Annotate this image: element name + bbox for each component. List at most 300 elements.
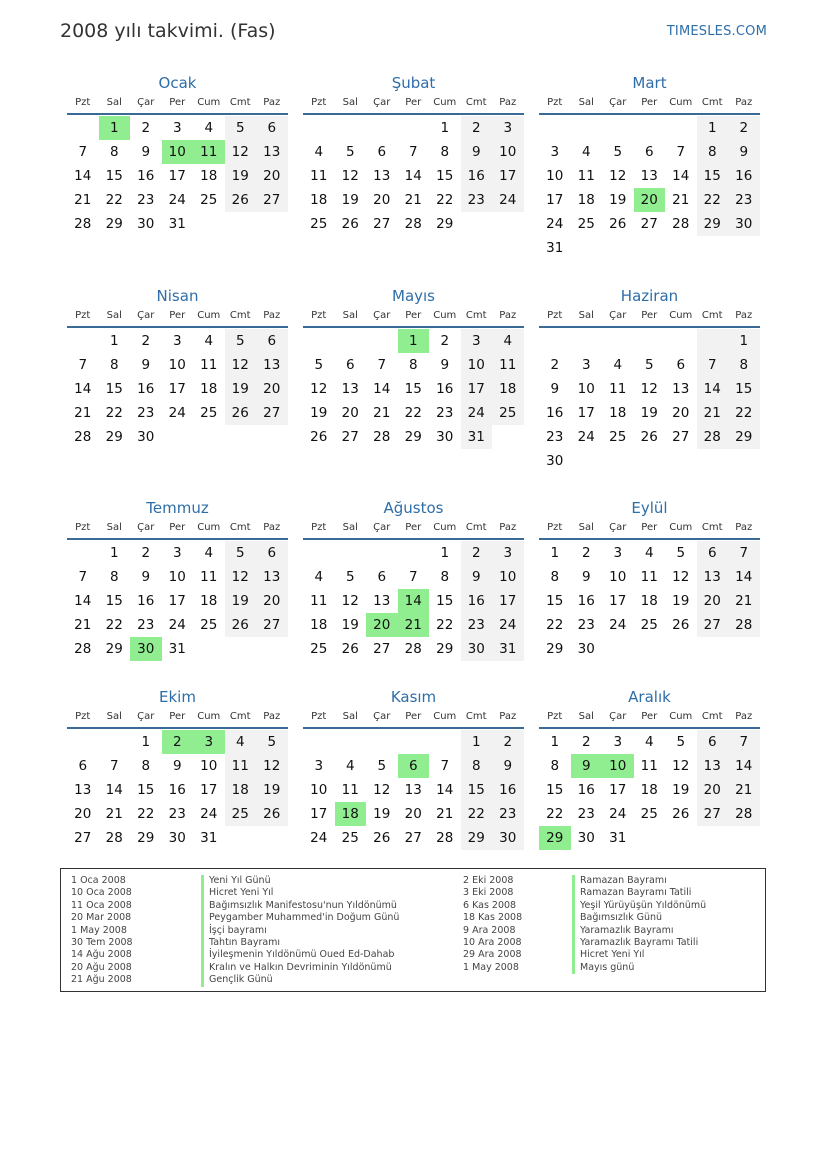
day-cell[interactable]: 26 (225, 401, 257, 425)
day-cell[interactable]: 24 (492, 613, 524, 637)
day-cell[interactable]: 18 (200, 168, 218, 184)
day-cell[interactable]: 3 (492, 116, 524, 140)
day-cell[interactable]: 16 (728, 164, 760, 188)
day-cell[interactable]: 28 (74, 641, 92, 657)
day-cell[interactable]: 13 (74, 782, 92, 798)
day-cell[interactable]: 24 (492, 188, 524, 212)
day-cell[interactable]: 3 (461, 329, 493, 353)
day-cell[interactable]: 7 (377, 357, 387, 373)
day-cell[interactable]: 14 (373, 381, 391, 397)
day-cell[interactable]: 5 (377, 758, 387, 774)
day-cell[interactable]: 8 (550, 569, 560, 585)
day-cell[interactable]: 10 (168, 569, 186, 585)
day-cell[interactable]: 25 (640, 806, 658, 822)
day-cell[interactable]: 18 (609, 405, 627, 421)
day-cell[interactable]: 15 (137, 782, 155, 798)
day-cell[interactable]: 16 (137, 381, 155, 397)
day-cell[interactable]: 16 (137, 168, 155, 184)
day-cell[interactable]: 7 (440, 758, 450, 774)
day-cell[interactable]: 24 (609, 806, 627, 822)
day-cell[interactable]: 15 (461, 778, 493, 802)
day-cell[interactable]: 12 (225, 140, 257, 164)
day-cell[interactable]: 17 (577, 405, 595, 421)
day-cell[interactable]: 29 (404, 429, 422, 445)
day-cell[interactable]: 13 (697, 754, 729, 778)
day-cell[interactable]: 21 (404, 192, 422, 208)
day-cell[interactable]: 24 (168, 405, 186, 421)
day-cell[interactable]: 27 (373, 641, 391, 657)
day-cell[interactable]: 26 (310, 429, 328, 445)
day-cell[interactable]: 26 (225, 613, 257, 637)
day-cell[interactable]: 18 (200, 593, 218, 609)
day-cell[interactable]: 2 (550, 357, 560, 373)
day-cell[interactable]: 30 (168, 830, 186, 846)
day-cell[interactable]: 26 (225, 188, 257, 212)
day-cell[interactable]: 28 (74, 216, 92, 232)
day-cell[interactable]: 5 (225, 116, 257, 140)
day-cell[interactable]: 4 (613, 357, 623, 373)
day-cell[interactable]: 2 (581, 734, 591, 750)
day-cell[interactable]: 9 (141, 144, 151, 160)
day-cell[interactable]: 7 (408, 569, 418, 585)
day-cell[interactable]: 24 (200, 806, 218, 822)
day-cell[interactable]: 11 (492, 353, 524, 377)
day-cell[interactable]: 17 (310, 806, 328, 822)
day-cell[interactable]: 4 (644, 734, 654, 750)
day-cell[interactable]: 17 (492, 164, 524, 188)
day-cell[interactable]: 18 (640, 593, 658, 609)
day-cell[interactable]: 19 (225, 377, 257, 401)
day-cell[interactable]: 4 (644, 545, 654, 561)
day-cell[interactable]: 7 (78, 569, 88, 585)
day-cell[interactable]: 2 (492, 730, 524, 754)
day-cell[interactable]: 25 (200, 617, 218, 633)
day-cell[interactable]: 23 (436, 405, 454, 421)
day-cell[interactable]: 10 (200, 758, 218, 774)
day-cell[interactable]: 18 (310, 192, 328, 208)
day-cell[interactable]: 17 (609, 593, 627, 609)
day-cell[interactable]: 12 (341, 168, 359, 184)
day-cell[interactable]: 20 (634, 188, 666, 212)
day-cell[interactable]: 19 (341, 617, 359, 633)
day-cell[interactable]: 23 (137, 192, 155, 208)
day-cell[interactable]: 6 (697, 541, 729, 565)
day-cell[interactable]: 10 (461, 353, 493, 377)
day-cell[interactable]: 6 (398, 754, 430, 778)
day-cell[interactable]: 20 (256, 589, 288, 613)
day-cell[interactable]: 18 (577, 192, 595, 208)
day-cell[interactable]: 12 (609, 168, 627, 184)
day-cell[interactable]: 15 (436, 168, 454, 184)
day-cell[interactable]: 1 (440, 545, 450, 561)
day-cell[interactable]: 17 (492, 589, 524, 613)
day-cell[interactable]: 30 (461, 637, 493, 661)
day-cell[interactable]: 3 (172, 333, 182, 349)
day-cell[interactable]: 5 (225, 329, 257, 353)
day-cell[interactable]: 16 (577, 782, 595, 798)
day-cell[interactable]: 29 (436, 641, 454, 657)
day-cell[interactable]: 1 (728, 329, 760, 353)
day-cell[interactable]: 9 (141, 357, 151, 373)
day-cell[interactable]: 15 (728, 377, 760, 401)
day-cell[interactable]: 4 (204, 333, 214, 349)
day-cell[interactable]: 15 (105, 381, 123, 397)
day-cell[interactable]: 3 (613, 734, 623, 750)
day-cell[interactable]: 18 (200, 381, 218, 397)
day-cell[interactable]: 8 (109, 357, 119, 373)
day-cell[interactable]: 25 (492, 401, 524, 425)
day-cell[interactable]: 16 (168, 782, 186, 798)
day-cell[interactable]: 14 (74, 168, 92, 184)
day-cell[interactable]: 19 (225, 589, 257, 613)
day-cell[interactable]: 11 (640, 758, 658, 774)
day-cell[interactable]: 4 (204, 545, 214, 561)
day-cell[interactable]: 6 (377, 569, 387, 585)
day-cell[interactable]: 16 (461, 589, 493, 613)
day-cell[interactable]: 3 (613, 545, 623, 561)
day-cell[interactable]: 10 (168, 357, 186, 373)
day-cell[interactable]: 22 (461, 802, 493, 826)
day-cell[interactable]: 31 (168, 641, 186, 657)
day-cell[interactable]: 26 (341, 216, 359, 232)
day-cell[interactable]: 25 (577, 216, 595, 232)
day-cell[interactable]: 30 (130, 637, 162, 661)
day-cell[interactable]: 19 (256, 778, 288, 802)
day-cell[interactable]: 17 (461, 377, 493, 401)
brand-link[interactable]: TIMESLES.COM (666, 24, 767, 39)
day-cell[interactable]: 19 (672, 593, 690, 609)
day-cell[interactable]: 28 (404, 641, 422, 657)
day-cell[interactable]: 18 (640, 782, 658, 798)
day-cell[interactable]: 7 (728, 730, 760, 754)
day-cell[interactable]: 28 (728, 613, 760, 637)
day-cell[interactable]: 14 (74, 381, 92, 397)
day-cell[interactable]: 11 (200, 357, 218, 373)
day-cell[interactable]: 24 (310, 830, 328, 846)
day-cell[interactable]: 13 (256, 565, 288, 589)
day-cell[interactable]: 26 (672, 806, 690, 822)
day-cell[interactable]: 4 (204, 120, 214, 136)
day-cell[interactable]: 19 (373, 806, 391, 822)
day-cell[interactable]: 1 (697, 116, 729, 140)
day-cell[interactable]: 22 (436, 617, 454, 633)
day-cell[interactable]: 28 (404, 216, 422, 232)
day-cell[interactable]: 24 (546, 216, 564, 232)
day-cell[interactable]: 27 (256, 613, 288, 637)
day-cell[interactable]: 7 (109, 758, 119, 774)
day-cell[interactable]: 25 (200, 405, 218, 421)
day-cell[interactable]: 9 (492, 754, 524, 778)
day-cell[interactable]: 2 (728, 116, 760, 140)
day-cell[interactable]: 29 (105, 641, 123, 657)
day-cell[interactable]: 15 (436, 593, 454, 609)
day-cell[interactable]: 23 (461, 613, 493, 637)
day-cell[interactable]: 1 (550, 734, 560, 750)
day-cell[interactable]: 9 (728, 140, 760, 164)
day-cell[interactable]: 25 (341, 830, 359, 846)
day-cell[interactable]: 26 (256, 802, 288, 826)
day-cell[interactable]: 3 (314, 758, 324, 774)
day-cell[interactable]: 14 (697, 377, 729, 401)
day-cell[interactable]: 30 (546, 453, 564, 469)
day-cell[interactable]: 11 (225, 754, 257, 778)
day-cell[interactable]: 29 (137, 830, 155, 846)
day-cell[interactable]: 16 (436, 381, 454, 397)
day-cell[interactable]: 29 (436, 216, 454, 232)
day-cell[interactable]: 1 (99, 116, 131, 140)
day-cell[interactable]: 11 (609, 381, 627, 397)
day-cell[interactable]: 22 (728, 401, 760, 425)
day-cell[interactable]: 14 (672, 168, 690, 184)
day-cell[interactable]: 26 (373, 830, 391, 846)
day-cell[interactable]: 6 (697, 730, 729, 754)
day-cell[interactable]: 15 (404, 381, 422, 397)
day-cell[interactable]: 2 (461, 541, 493, 565)
day-cell[interactable]: 10 (609, 569, 627, 585)
day-cell[interactable]: 3 (550, 144, 560, 160)
day-cell[interactable]: 8 (141, 758, 151, 774)
day-cell[interactable]: 23 (168, 806, 186, 822)
day-cell[interactable]: 26 (672, 617, 690, 633)
day-cell[interactable]: 21 (728, 778, 760, 802)
day-cell[interactable]: 27 (404, 830, 422, 846)
day-cell[interactable]: 26 (341, 641, 359, 657)
day-cell[interactable]: 21 (398, 613, 430, 637)
day-cell[interactable]: 13 (373, 593, 391, 609)
day-cell[interactable]: 6 (256, 329, 288, 353)
day-cell[interactable]: 17 (168, 381, 186, 397)
day-cell[interactable]: 13 (697, 565, 729, 589)
day-cell[interactable]: 25 (310, 641, 328, 657)
day-cell[interactable]: 7 (676, 144, 686, 160)
day-cell[interactable]: 22 (697, 188, 729, 212)
day-cell[interactable]: 12 (310, 381, 328, 397)
day-cell[interactable]: 19 (609, 192, 627, 208)
day-cell[interactable]: 8 (728, 353, 760, 377)
day-cell[interactable]: 11 (200, 569, 218, 585)
day-cell[interactable]: 8 (440, 569, 450, 585)
day-cell[interactable]: 20 (341, 405, 359, 421)
day-cell[interactable]: 18 (310, 617, 328, 633)
day-cell[interactable]: 21 (74, 617, 92, 633)
day-cell[interactable]: 2 (440, 333, 450, 349)
day-cell[interactable]: 4 (581, 144, 591, 160)
day-cell[interactable]: 1 (398, 329, 430, 353)
day-cell[interactable]: 16 (577, 593, 595, 609)
day-cell[interactable]: 27 (74, 830, 92, 846)
day-cell[interactable]: 4 (314, 569, 324, 585)
day-cell[interactable]: 1 (109, 545, 119, 561)
day-cell[interactable]: 30 (728, 212, 760, 236)
day-cell[interactable]: 1 (109, 333, 119, 349)
day-cell[interactable]: 5 (314, 357, 324, 373)
day-cell[interactable]: 17 (168, 168, 186, 184)
day-cell[interactable]: 9 (461, 565, 493, 589)
day-cell[interactable]: 14 (74, 593, 92, 609)
day-cell[interactable]: 12 (341, 593, 359, 609)
day-cell[interactable]: 21 (105, 806, 123, 822)
day-cell[interactable]: 9 (550, 381, 560, 397)
day-cell[interactable]: 10 (310, 782, 328, 798)
day-cell[interactable]: 28 (697, 425, 729, 449)
day-cell[interactable]: 4 (492, 329, 524, 353)
day-cell[interactable]: 11 (341, 782, 359, 798)
day-cell[interactable]: 1 (440, 120, 450, 136)
day-cell[interactable]: 5 (345, 569, 355, 585)
day-cell[interactable]: 7 (408, 144, 418, 160)
day-cell[interactable]: 4 (314, 144, 324, 160)
day-cell[interactable]: 13 (672, 381, 690, 397)
day-cell[interactable]: 7 (78, 357, 88, 373)
day-cell[interactable]: 6 (644, 144, 654, 160)
day-cell[interactable]: 22 (546, 617, 564, 633)
day-cell[interactable]: 13 (341, 381, 359, 397)
day-cell[interactable]: 2 (461, 116, 493, 140)
day-cell[interactable]: 8 (461, 754, 493, 778)
day-cell[interactable]: 9 (461, 140, 493, 164)
day-cell[interactable]: 8 (697, 140, 729, 164)
day-cell[interactable]: 20 (256, 377, 288, 401)
day-cell[interactable]: 4 (345, 758, 355, 774)
day-cell[interactable]: 29 (546, 641, 564, 657)
day-cell[interactable]: 15 (697, 164, 729, 188)
day-cell[interactable]: 14 (728, 754, 760, 778)
day-cell[interactable]: 17 (546, 192, 564, 208)
day-cell[interactable]: 27 (341, 429, 359, 445)
day-cell[interactable]: 31 (492, 637, 524, 661)
day-cell[interactable]: 29 (539, 826, 571, 850)
day-cell[interactable]: 6 (377, 144, 387, 160)
day-cell[interactable]: 13 (256, 353, 288, 377)
day-cell[interactable]: 10 (492, 140, 524, 164)
day-cell[interactable]: 16 (461, 164, 493, 188)
day-cell[interactable]: 26 (609, 216, 627, 232)
day-cell[interactable]: 22 (105, 192, 123, 208)
day-cell[interactable]: 9 (141, 569, 151, 585)
day-cell[interactable]: 11 (193, 140, 225, 164)
day-cell[interactable]: 12 (225, 565, 257, 589)
day-cell[interactable]: 23 (137, 617, 155, 633)
day-cell[interactable]: 23 (546, 429, 564, 445)
day-cell[interactable]: 6 (78, 758, 88, 774)
day-cell[interactable]: 1 (141, 734, 151, 750)
day-cell[interactable]: 28 (436, 830, 454, 846)
day-cell[interactable]: 29 (105, 429, 123, 445)
day-cell[interactable]: 23 (728, 188, 760, 212)
day-cell[interactable]: 22 (546, 806, 564, 822)
day-cell[interactable]: 8 (550, 758, 560, 774)
day-cell[interactable]: 22 (404, 405, 422, 421)
day-cell[interactable]: 23 (577, 806, 595, 822)
day-cell[interactable]: 5 (345, 144, 355, 160)
day-cell[interactable]: 27 (373, 216, 391, 232)
day-cell[interactable]: 29 (697, 212, 729, 236)
day-cell[interactable]: 21 (373, 405, 391, 421)
day-cell[interactable]: 22 (105, 617, 123, 633)
day-cell[interactable]: 2 (141, 333, 151, 349)
day-cell[interactable]: 30 (577, 641, 595, 657)
day-cell[interactable]: 23 (137, 405, 155, 421)
day-cell[interactable]: 17 (168, 593, 186, 609)
day-cell[interactable]: 19 (672, 782, 690, 798)
day-cell[interactable]: 20 (256, 164, 288, 188)
day-cell[interactable]: 9 (172, 758, 182, 774)
day-cell[interactable]: 24 (168, 192, 186, 208)
day-cell[interactable]: 27 (697, 802, 729, 826)
day-cell[interactable]: 11 (577, 168, 595, 184)
day-cell[interactable]: 25 (200, 192, 218, 208)
day-cell[interactable]: 21 (74, 192, 92, 208)
day-cell[interactable]: 10 (546, 168, 564, 184)
day-cell[interactable]: 21 (74, 405, 92, 421)
day-cell[interactable]: 13 (640, 168, 658, 184)
day-cell[interactable]: 29 (728, 425, 760, 449)
day-cell[interactable]: 5 (644, 357, 654, 373)
day-cell[interactable]: 27 (256, 401, 288, 425)
day-cell[interactable]: 14 (404, 168, 422, 184)
day-cell[interactable]: 20 (366, 613, 398, 637)
day-cell[interactable]: 9 (581, 569, 591, 585)
day-cell[interactable]: 10 (492, 565, 524, 589)
day-cell[interactable]: 3 (193, 730, 225, 754)
day-cell[interactable]: 10 (577, 381, 595, 397)
day-cell[interactable]: 19 (640, 405, 658, 421)
day-cell[interactable]: 14 (105, 782, 123, 798)
day-cell[interactable]: 7 (728, 541, 760, 565)
day-cell[interactable]: 9 (440, 357, 450, 373)
day-cell[interactable]: 20 (697, 589, 729, 613)
day-cell[interactable]: 13 (373, 168, 391, 184)
day-cell[interactable]: 14 (728, 565, 760, 589)
day-cell[interactable]: 2 (162, 730, 194, 754)
day-cell[interactable]: 24 (577, 429, 595, 445)
day-cell[interactable]: 29 (461, 826, 493, 850)
day-cell[interactable]: 25 (225, 802, 257, 826)
day-cell[interactable]: 24 (609, 617, 627, 633)
day-cell[interactable]: 28 (373, 429, 391, 445)
day-cell[interactable]: 16 (546, 405, 564, 421)
day-cell[interactable]: 21 (728, 589, 760, 613)
day-cell[interactable]: 11 (310, 168, 328, 184)
day-cell[interactable]: 31 (168, 216, 186, 232)
day-cell[interactable]: 20 (404, 806, 422, 822)
day-cell[interactable]: 15 (105, 593, 123, 609)
day-cell[interactable]: 18 (335, 802, 367, 826)
day-cell[interactable]: 29 (105, 216, 123, 232)
day-cell[interactable]: 27 (256, 188, 288, 212)
day-cell[interactable]: 24 (461, 401, 493, 425)
day-cell[interactable]: 28 (672, 216, 690, 232)
day-cell[interactable]: 22 (436, 192, 454, 208)
day-cell[interactable]: 25 (640, 617, 658, 633)
day-cell[interactable]: 3 (581, 357, 591, 373)
day-cell[interactable]: 21 (697, 401, 729, 425)
day-cell[interactable]: 25 (310, 216, 328, 232)
day-cell[interactable]: 27 (697, 613, 729, 637)
day-cell[interactable]: 5 (225, 541, 257, 565)
day-cell[interactable]: 12 (373, 782, 391, 798)
day-cell[interactable]: 17 (609, 782, 627, 798)
day-cell[interactable]: 6 (256, 541, 288, 565)
day-cell[interactable]: 30 (492, 826, 524, 850)
day-cell[interactable]: 2 (141, 545, 151, 561)
day-cell[interactable]: 5 (256, 730, 288, 754)
day-cell[interactable]: 30 (137, 216, 155, 232)
day-cell[interactable]: 8 (440, 144, 450, 160)
day-cell[interactable]: 1 (550, 545, 560, 561)
day-cell[interactable]: 19 (341, 192, 359, 208)
day-cell[interactable]: 3 (172, 545, 182, 561)
